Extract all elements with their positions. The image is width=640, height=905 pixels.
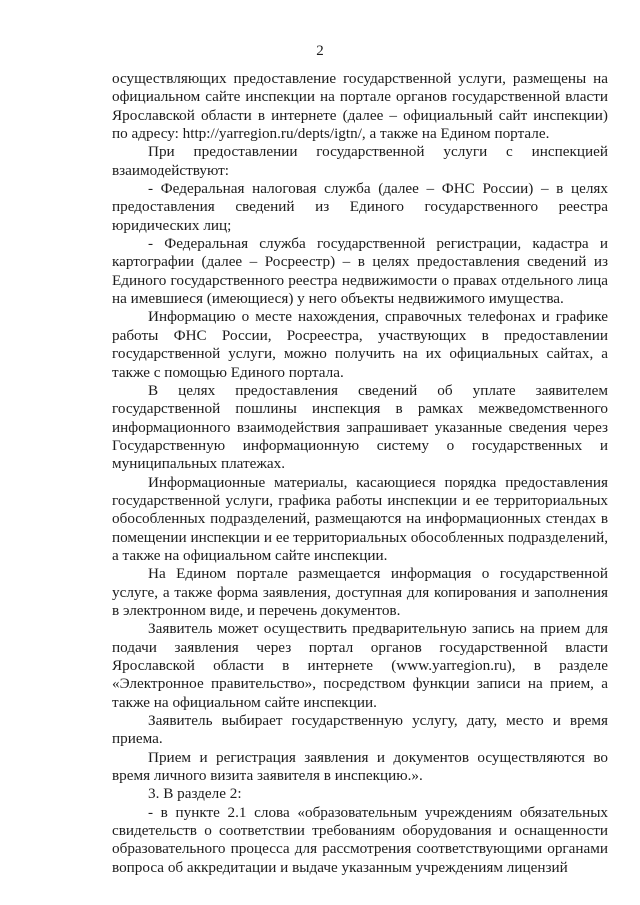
paragraph: Заявитель выбирает государственную услугу, дату, место и время приема.	[112, 712, 608, 748]
page-number: 2	[316, 43, 324, 59]
paragraph: В целях предоставления сведений об уплате заявителем государственной пошлины инспекция в рамках межведомственного информационного взаимодействия запрашивает указанные сведения через Государственную информационную систему о государственных и муниципальных платежах.	[112, 381, 608, 473]
paragraph: осуществляющих предоставление государственной услуги, размещены на официальном сайте инспекции на портале органов государственной власти Ярославской области в интернете (далее – официальный сайт инспекции) по адресу: http://yarregion.ru/depts/igtn/, а также на Едином портале.	[112, 70, 608, 143]
paragraph: Заявитель может осуществить предварительную запись на прием для подачи заявления через портал органов государственной власти Ярославской области в интернете (www.yarregion.ru), в разделе «Электронное правительство», посредством функции записи на прием, а также на официальном сайте инспекции.	[112, 620, 608, 711]
paragraph: На Едином портале размещается информация о государственной услуге, а также форма заявления, доступная для копирования и заполнения в электронном виде, и перечень документов.	[112, 565, 608, 619]
paragraph: Прием и регистрация заявления и документов осуществляются во время личного визита заявителя в инспекцию.».	[112, 748, 608, 785]
paragraph: - Федеральная служба государственной регистрации, кадастра и картографии (далее – Росреестр) – в целях предоставления сведений из Единого государственного реестра недвижимости о правах отдельного лица на имевшиеся (имеющиеся) у него объекты недвижимого имущества.	[112, 235, 608, 308]
paragraph: 3. В разделе 2:	[148, 785, 242, 803]
paragraph: - в пункте 2.1 слова «образовательным учреждениям обязательных свидетельств о соответствии требованиям оборудования и оснащенности образовательного процесса для рассмотрения соответствующими органами вопроса об аккредитации и выдаче указанным учреждениям лицензий	[112, 803, 608, 876]
document-body	[112, 70, 608, 877]
paragraph: - Федеральная налоговая служба (далее – ФНС России) – в целях предоставления сведений из Единого государственного реестра юридических лиц;	[112, 180, 608, 234]
paragraph: Информационные материалы, касающиеся порядка предоставления государственной услуги, графика работы инспекции и ее территориальных обособленных подразделений, размещаются на информационных стендах в помещении инспекции и ее территориальных обособленных подразделений, а также на официальном сайте инспекции.	[112, 473, 608, 564]
paragraph: При предоставлении государственной услуги с инспекцией взаимодействуют:	[112, 143, 608, 179]
paragraph: Информацию о месте нахождения, справочных телефонах и графике работы ФНС России, Росреестра, участвующих в предоставлении государственной услуги, можно получить на их официальных сайтах, а также с помощью Единого портала.	[112, 308, 608, 381]
